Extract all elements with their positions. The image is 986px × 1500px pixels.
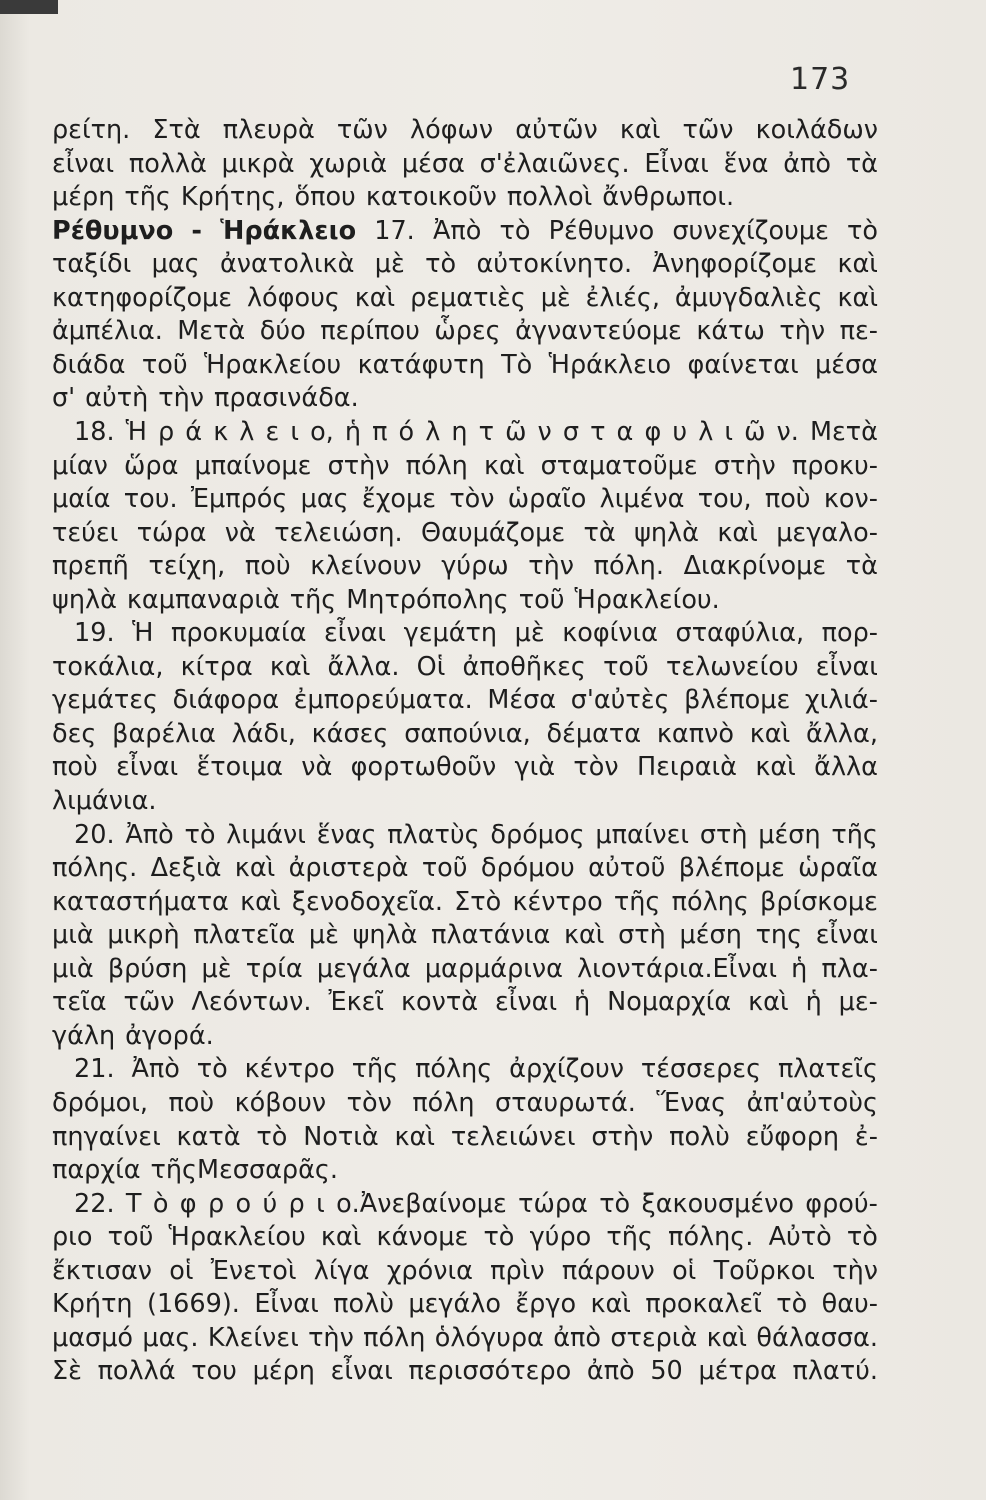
text-line: δες βαρέλια λάδι, κάσες σαπούνια, δέματα καπνὸ καὶ ἄλλα, — [52, 718, 878, 749]
text-line: ρείτη. Στὰ πλευρὰ τῶν λόφων αὐτῶν καὶ τῶν κοιλάδων — [52, 115, 878, 145]
text-line: παρχία τῆςΜεσσαρᾶς. — [52, 1155, 338, 1186]
text-line: πρεπῆ τείχη, ποὺ κλείνουν γύρω τὴν πόλη. Διακρίνομε τὰ — [52, 551, 878, 582]
text-line: μασμό μας. Κλείνει τὴν πόλη ὁλόγυρα ἀπὸ στεριὰ καὶ θάλασσα. — [52, 1322, 878, 1353]
text-line: ἔκτισαν οἱ Ἐνετοὶ λίγα χρόνια πρὶν πάρουν οἱ Τοῦρκοι τὴν — [52, 1255, 878, 1286]
text-line: 20. Ἀπὸ τὸ λιμάνι ἕνας πλατὺς δρόμος μπαίνει στὴ μέση τῆς — [74, 819, 878, 850]
text-line: τοκάλια, κίτρα καὶ ἄλλα. Οἱ ἀποθῆκες τοῦ τελωνείου εἶναι — [52, 651, 878, 682]
text-line: 18. Ἡ ρ ά κ λ ε ι ο, ἡ π ό λ η τ ῶ ν σ τ α φ υ λ ι ῶ ν. Μετὰ — [74, 416, 878, 447]
text-line: πόλης. Δεξιὰ καὶ ἀριστερὰ τοῦ δρόμου αὐτοῦ βλέπομε ὡραῖα — [52, 853, 878, 884]
page-number: 173 — [790, 62, 851, 97]
text-line: διάδα τοῦ Ἡρακλείου κατάφυτη Τὸ Ἡράκλειο φαίνεται μέσα — [52, 349, 878, 380]
text-line: ἀμπέλια. Μετὰ δύο περίπου ὧρες ἀγναντεύομε κάτω τὴν πε- — [52, 316, 878, 347]
text-line: γάλη ἀγορά. — [52, 1020, 214, 1051]
text-line: δρόμοι, ποὺ κόβουν τὸν πόλη σταυρωτά. Ἕνας ἀπ'αὐτοὺς — [52, 1087, 878, 1118]
text-line: ριο τοῦ Ἡρακλείου καὶ κάνομε τὸ γύρο τῆς πόλης. Αὐτὸ τὸ — [52, 1222, 878, 1253]
text-line: Κρήτη (1669). Εἶναι πολὺ μεγάλο ἔργο καὶ προκαλεῖ τὸ θαυ- — [52, 1289, 878, 1320]
text-line: 22. Τ ὸ φ ρ ο ύ ρ ι ο.Ἀνεβαίνομε τώρα τὸ ξακουσμένο φρού- — [74, 1188, 878, 1219]
text-line: ψηλὰ καμπαναριὰ τῆς Μητρόπολης τοῦ Ἡρακλείου. — [52, 584, 720, 615]
text-line: μιὰ βρύση μὲ τρία μεγάλα μαρμάρινα λιοντάρια.Εἶναι ἡ πλα- — [52, 953, 878, 984]
text-line: καταστήματα καὶ ξενοδοχεῖα. Στὸ κέντρο τῆς πόλης βρίσκομε — [52, 886, 878, 917]
text-line: γεμάτες διάφορα ἐμπορεύματα. Μέσα σ'αὐτὲς βλέπομε χιλιά- — [52, 685, 878, 716]
text-line: μιὰ μικρὴ πλατεῖα μὲ ψηλὰ πλατάνια καὶ στὴ μέση της εἶναι — [52, 920, 878, 951]
text-line: ποὺ εἶναι ἕτοιμα νὰ φορτωθοῦν γιὰ τὸν Πειραιὰ καὶ ἄλλα — [52, 752, 878, 783]
text-line: εἶναι πολλὰ μικρὰ χωριὰ μέσα σ'ἐλαιῶνες. Εἶναι ἕνα ἀπὸ τὰ — [52, 148, 878, 179]
text-line: πηγαίνει κατὰ τὸ Νοτιὰ καὶ τελειώνει στὴν πολὺ εὔφορη ἐ- — [52, 1121, 878, 1152]
text-line: μίαν ὥρα μπαίνομε στὴν πόλη καὶ σταματοῦμε στὴν προκυ- — [52, 450, 878, 481]
text-line: κατηφορίζομε λόφους καὶ ρεματιὲς μὲ ἐλιές, ἀμυγδαλιὲς καὶ — [52, 282, 878, 313]
text-line: Ρέθυμνο - Ἡράκλειο 17. Ἀπὸ τὸ Ρέθυμνο συνεχίζουμε τὸ — [52, 215, 878, 246]
text-line: τεῖα τῶν Λεόντων. Ἐκεῖ κοντὰ εἶναι ἡ Νομαρχία καὶ ἡ με- — [52, 987, 878, 1018]
text-line: μέρη τῆς Κρήτης, ὅπου κατοικοῦν πολλοὶ ἄνθρωποι. — [52, 182, 735, 213]
scan-corner-mark — [0, 0, 58, 14]
text-line: 21. Ἀπὸ τὸ κέντρο τῆς πόλης ἀρχίζουν τέσσερες πλατεῖς — [74, 1054, 878, 1085]
text-line: μαία του. Ἐμπρός μας ἔχομε τὸν ὡραῖο λιμένα του, ποὺ κον- — [52, 484, 878, 515]
text-line: σ' αὐτὴ τὴν πρασινάδα. — [52, 383, 359, 414]
text-line: τεύει τώρα νὰ τελειώση. Θαυμάζομε τὰ ψηλὰ καὶ μεγαλο- — [52, 517, 878, 548]
text-line: Σὲ πολλά του μέρη εἶναι περισσότερο ἀπὸ 50 μέτρα πλατύ. — [52, 1356, 878, 1387]
text-line: 19. Ἡ προκυμαία εἶναι γεμάτη μὲ κοφίνια σταφύλια, πορ- — [74, 618, 878, 649]
text-line: λιμάνια. — [52, 786, 157, 816]
text-line: ταξίδι μας ἀνατολικὰ μὲ τὸ αὐτοκίνητο. Ἀνηφορίζομε καὶ — [52, 249, 878, 280]
